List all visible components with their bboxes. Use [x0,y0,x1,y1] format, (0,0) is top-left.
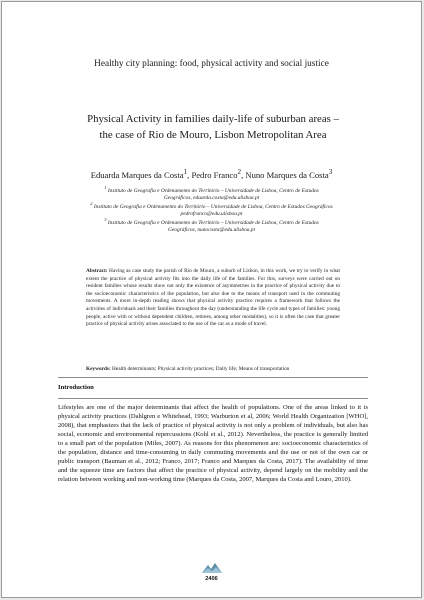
affiliation-mark: 2 [90,201,93,206]
affiliation-mark: 1 [104,185,107,190]
paper-title: Physical Activity in families daily-life of suburban areas – the case of Rio de Mouro, Lisbon Metropolitan Area [87,113,339,141]
page-number: 2406 [205,576,218,582]
body-paragraph: Lifestyles are one of the major determinants that affect the health of populations. One of the areas linked to it is physical activity practices (Dahlgren e Whitehead, 1993; Warburton et al, 2006; World Health Organization [WHO], 2008), that emphasizes that the lack of practice of physical activity is not only a problem of individuals, but also has social, economic and environmental repercussions (Kohl et al., 2012). Nevertheless, the practice is generally limited to a small part of the population (Miles, 2007). As reasons for this phenomenon are: socioeconomic characteristics of the population, distance and time-consuming in daily commuting movements and the use or not of the own car or public transport (Bauman et al., 2012; Franco, 2017; Franco and Marques da Costa, 2017). The availability of time and the squeeze time are factors that affect the practice of physical activity, depend largely on the mobility and the relation between working and non-working time (Marques da Costa, 2007, Marques da Costa and Louro, 2010). [58,404,368,483]
divider [58,398,368,399]
affiliation [2,216,421,235]
author-name: Pedro Franco [191,169,238,180]
affiliation-line: Instituto de Geografia e Ordenamento do Território – Universidade de Lisboa, Centro de Estudos [107,219,319,226]
author-mark: 2 [237,168,242,176]
affiliation-line: Geográficos, nunocosta@edu.ulisboa.pt [167,227,255,234]
author-list: Eduarda Marques da Costa$^1$, Pedro Franco$^2$, Nuno Marques da Costa$^3$ [90,168,333,180]
affiliation-line: Instituto de Geografia e Ordenamento do Território – Universidade de Lisboa, Centro de Estudos [107,187,319,194]
divider [58,377,368,378]
affiliation-line: pedrofranco@edu.ulisboa.pt [180,211,243,218]
keywords-text: Health determinants; Physical activity practices; Daily life; Means of transportation [112,366,290,372]
keywords-label: Keywords: [86,366,111,372]
abstract [86,268,340,329]
section-heading: Introduction [58,384,94,391]
publisher-logo-icon [201,562,223,574]
author-mark: 1 [183,168,188,176]
author-name: Nuno Marques da Costa [245,169,329,180]
running-title: Healthy city planning: food, physical activity and social justice [94,59,329,69]
keywords [86,366,340,372]
affiliation-line: Geográficos, eduarda.costa@edu.ulisboa.pt [163,195,260,202]
paper-page [1,1,422,598]
abstract-text: Having as case study the parish of Rio de Mouro, a suburb of Lisbon, in this work, we try to verify in what extent the practice of physical activity fits into the daily life of the families. For this, surveys were carried out on resident families whose results show not only the existence of asymmetries in the practice of physical activity due to the socioeconomic characteristics of the population, but also due to the means of transport used in the commuting movements. A more in-depth reading shows that physical activity practice requires a framework that follows the activities of individuals and their families throughout the day (understanding the life cycle and types of families: young people, active with or without dependent children, retirees, among other modalities), so it is often the case that greater practice of physical activity arises associated to the use of the car as a mode of travel. [86,268,341,328]
abstract-label: Abstract: [86,268,108,274]
affiliation-line: Instituto de Geografia e Ordenamento do Território – Universidade de Lisboa, Centro de Estudos Geográficos [93,203,333,210]
affiliation-mark: 3 [104,217,107,222]
author-name: Eduarda Marques da Costa [90,169,184,180]
author-mark: 3 [328,168,333,176]
